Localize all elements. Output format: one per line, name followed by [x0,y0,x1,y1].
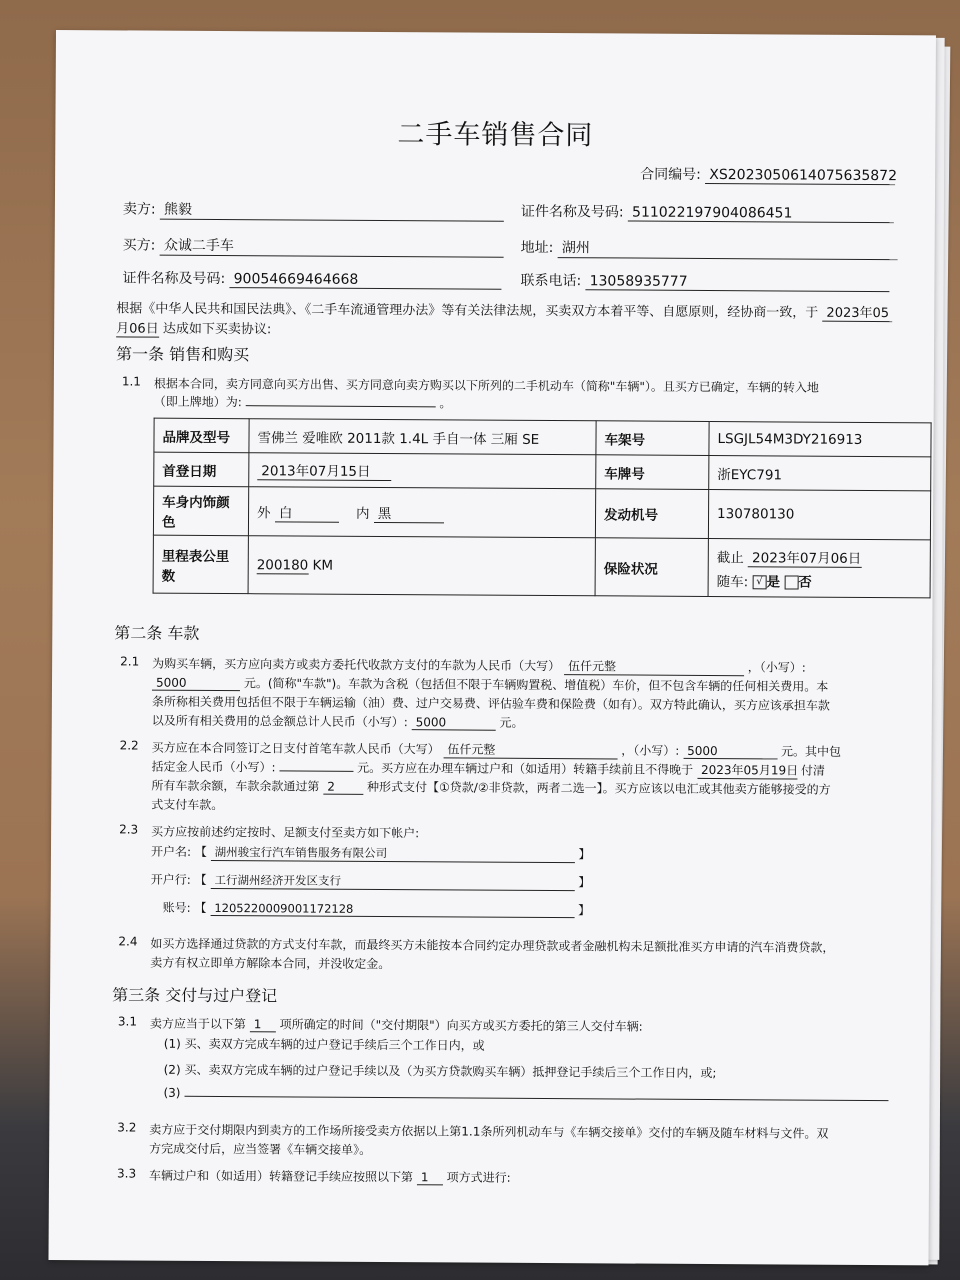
checkbox-unchecked-icon[interactable] [784,575,798,589]
clause-2-4-line-2: 卖方有权立即单方解除本合同，并没收定金。 [150,955,391,972]
contract-number-label: 合同编号: [640,166,701,183]
phone-label: 联系电话: [520,272,582,290]
clause-3-1-number: 3.1 [117,1014,138,1029]
table-row [154,452,931,491]
price-in-words: 伍仟元整 [564,657,744,676]
delivery-option-3-label: (3) [163,1085,181,1100]
preamble-line-2 [116,317,271,337]
bracket-right: 】 [578,847,591,862]
account-number-row [163,899,591,919]
delivery-item: 1 [250,1017,276,1032]
engine-label: 发动机号 [595,489,708,539]
seller-id: 511022197904086451 [628,204,894,223]
plate-label: 车牌号 [596,455,709,490]
clause-2-3-line-1: 买方应按前述约定按时、足额支付至卖方如下帐户: [151,824,420,841]
plate-value: 浙EYC791 [709,455,931,490]
clause-1-1-line-1: 根据本合同，卖方同意向买方出售、买方同意向卖方购买以下所列的二手机动车（简称"车辆"）。且买方已确定，车辆的转入地 [153,376,819,395]
clause-2-4-line-1: 如买方选择通过贷款的方式支付车款，而最终买方未能按本合同约定办理贷款或者金融机构未足额批准买方申请的汽车消费贷款， [150,936,835,955]
buyer-id-label: 证件名称及号码: [122,270,226,288]
clause-3-1-line-1 [150,1015,643,1035]
delivery-option-3-blank [184,1096,888,1101]
clause-3-3-text-b: 项方式进行: [446,1170,511,1185]
clause-2-1-line-3: 条所称相关费用包括但不限于车辆运输（油）费、过户交易费、评估验车费和保险费（如有）。双方特此确认，买方应该承担车款 [151,694,830,713]
contract-page [48,30,935,1265]
preamble-date-b: 月06日 [116,321,159,337]
seller-row [123,198,504,221]
engine-value: 130780130 [708,489,930,539]
bracket-left: 【 [194,900,207,915]
seller-name: 熊毅 [160,199,504,222]
interior-prefix: 内 [355,505,370,522]
account-name-label: 开户名: [150,844,192,859]
clause-2-1-number: 2.1 [120,654,140,669]
clause-2-1-text-a: 为购买车辆，买方应向卖方或卖方委托代收款方支付的车款为人民币（大写） [152,656,561,674]
no-label: 否 [798,574,812,591]
clause-3-1-text-a: 卖方应当于以下第 [149,1016,246,1032]
clause-2-2-text-f: 付清 [800,763,825,778]
clause-2-2-line-4: 式支付车款。 [151,797,224,813]
insurance-until-label: 截止 [716,549,744,566]
contract-number: XS2023050614075635872 [705,167,895,185]
buyer-label: 买方: [122,237,156,254]
account-name: 湖州骏宝行汽车销售服务有限公司 [211,844,575,863]
registration-date: 2013年07月15日 [257,459,391,481]
phone-value: 13058935777 [586,273,890,292]
clause-2-2-line-3 [151,777,830,798]
registration-date-label: 首登日期 [154,452,249,487]
delivery-option-2: (2) 买、卖双方完成车辆的过户登记手续以及（为买方贷款购买车辆）抵押登记手续后三个工作日内，或; [163,1062,717,1081]
bank-name: 工行湖州经济开发区支行 [210,872,574,891]
clause-3-3-number: 3.3 [116,1166,137,1181]
clause-2-1-text-e: 元。 [499,715,524,730]
registration-date-cell [249,453,596,489]
mileage-label: 里程表公里数 [153,535,248,594]
article-2-heading: 第二条 车款 [114,623,200,643]
destination-blank [246,405,436,407]
insurance-with-row [717,570,922,591]
color-cell [248,487,595,538]
bracket-left: 【 [194,844,207,859]
document-title: 二手车销售合同 [397,119,594,152]
payment-method: 2 [323,780,363,795]
bank-row [151,871,591,892]
insurance-cell [708,538,930,597]
deposit-blank [279,770,353,771]
total-amount: 5000 [412,715,496,731]
interior-color: 黑 [374,501,444,522]
table-row [153,535,930,598]
clause-2-4-number: 2.4 [118,934,138,949]
account-number: 1205220009001172128 [210,901,574,918]
buyer-row [123,234,504,257]
color-label: 车身内饰颜色 [153,486,248,536]
account-name-row [151,843,591,864]
mileage-cell [248,536,595,596]
clause-2-3-number: 2.3 [119,822,139,837]
preamble-date-a: 2023年05 [822,302,892,322]
clause-3-2-number: 3.2 [117,1120,137,1135]
brand-label: 品牌及型号 [154,418,249,453]
bracket-right: 】 [578,875,591,890]
payment-deadline: 2023年05月19日 [697,761,797,780]
clause-2-1-text-c: 元。(简称"车款")。车款为含税（包括但不限于车辆购置税、增值税）车价，但不包含车辆的任何相关费用。本 [243,676,829,694]
clause-1-1-text: （即上牌地）为: [153,394,242,410]
clause-1-1-number: 1.1 [121,374,141,389]
clause-2-1-line-4 [152,712,524,731]
seller-label: 卖方: [122,201,156,218]
address-value: 湖州 [558,237,898,260]
clause-2-1-text-b: ，（小写）: [747,660,806,675]
vehicle-info-table [153,418,932,599]
table-row [153,486,930,540]
buyer-name: 众诚二手车 [160,235,504,258]
article-3-heading: 第三条 交付与过户登记 [112,985,278,1006]
preamble-text: 根据《中华人民共和国民法典》、《二手车流通管理办法》等有关法律法规，买卖双方本着平等、自愿原则，经协商一致，于 [116,301,819,321]
mileage-value: 200180 [256,556,309,574]
clause-3-1-text-b: 项所确定的时间（"交付期限"）向买方或买方委托的第三人交付车辆: [279,1017,643,1034]
clause-2-1-text-d: 以及所有相关费用的总金额总计人民币（小写）: [151,713,408,730]
brand-value: 雪佛兰 爱唯欧 2011款 1.4L 手自一体 三厢 SE [249,419,596,455]
insurance-with-label: 随车: [716,573,749,590]
clause-2-1-line-2 [152,674,828,695]
bracket-left: 【 [194,872,207,887]
clause-2-2-text-a: 买方应在本合同签订之日支付首笔车款人民币（大写） [151,740,440,757]
clause-2-2-text-d: 括定金人民币（小写）: [151,759,276,775]
insurance-until-row [717,546,922,568]
clause-2-2-text-e: 元。买方应在办理车辆过户和（如适用）转籍手续前且不得晚于 [357,760,694,777]
clause-2-2-number: 2.2 [119,738,139,753]
clause-3-3-text-a: 车辆过户和（如适用）转籍登记手续应按照以下第 [148,1168,414,1185]
first-payment-in-words: 伍仟元整 [443,740,617,759]
clause-2-2-text-h: 种形式支付【①贷款/②非贷款，两者二选一】。买方应该以电汇或其他卖方能够接受的方 [367,779,831,797]
delivery-option-1: (1) 买、卖双方完成车辆的过户登记手续后三个工作日内，或 [163,1036,485,1053]
preamble-text-2: 达成如下买卖协议: [162,321,272,338]
clause-1-1-line-2 [154,393,452,412]
clause-1-1-end: 。 [439,396,452,411]
clause-3-3-line-1 [149,1167,511,1186]
bank-label: 开户行: [150,872,191,887]
yes-label: 是 [766,573,781,590]
exterior-prefix: 外 [257,504,271,521]
vin-label: 车架号 [596,421,709,456]
article-1-heading: 第一条 销售和购买 [115,344,250,365]
clause-2-2-text-g: 所有车款余额，车款余款通过第 [151,778,320,794]
seller-id-label: 证件名称及号码: [520,203,624,221]
delivery-option-3 [163,1086,888,1104]
clause-2-2-text-b: ，（小写）: [621,743,680,758]
table-row [154,418,931,457]
clause-2-2-text-c: 元。其中包 [780,744,842,759]
transfer-item: 1 [417,1170,443,1185]
contract-number-row [640,164,898,186]
buyer-id-row [122,267,501,289]
seller-id-row [521,201,894,223]
account-number-label: 账号: [162,900,191,915]
first-payment-amount: 5000 [683,744,777,760]
price-amount: 5000 [152,676,240,692]
buyer-id: 90054669464668 [230,271,502,290]
vin-value: LSGJL54M3DY216913 [709,421,931,456]
bracket-right: 】 [578,903,591,918]
exterior-color: 白 [275,501,339,522]
mileage-unit: KM [312,557,334,574]
insurance-label: 保险状况 [595,538,708,597]
clause-3-2-line-1: 卖方应于交付期限内到卖方的工作场所接受卖方依据以上第1.1条所列机动车与《车辆交接单》交付的车辆及随车材料与文件。双 [149,1122,829,1141]
address-label: 地址: [520,239,554,257]
checkbox-checked-icon[interactable]: √ [752,575,766,589]
phone-row [520,270,889,292]
insurance-date: 2023年07月06日 [748,546,862,568]
clause-3-2-line-2: 方完成交付后，应当签署《车辆交接单》。 [149,1141,372,1157]
address-row [521,237,898,260]
